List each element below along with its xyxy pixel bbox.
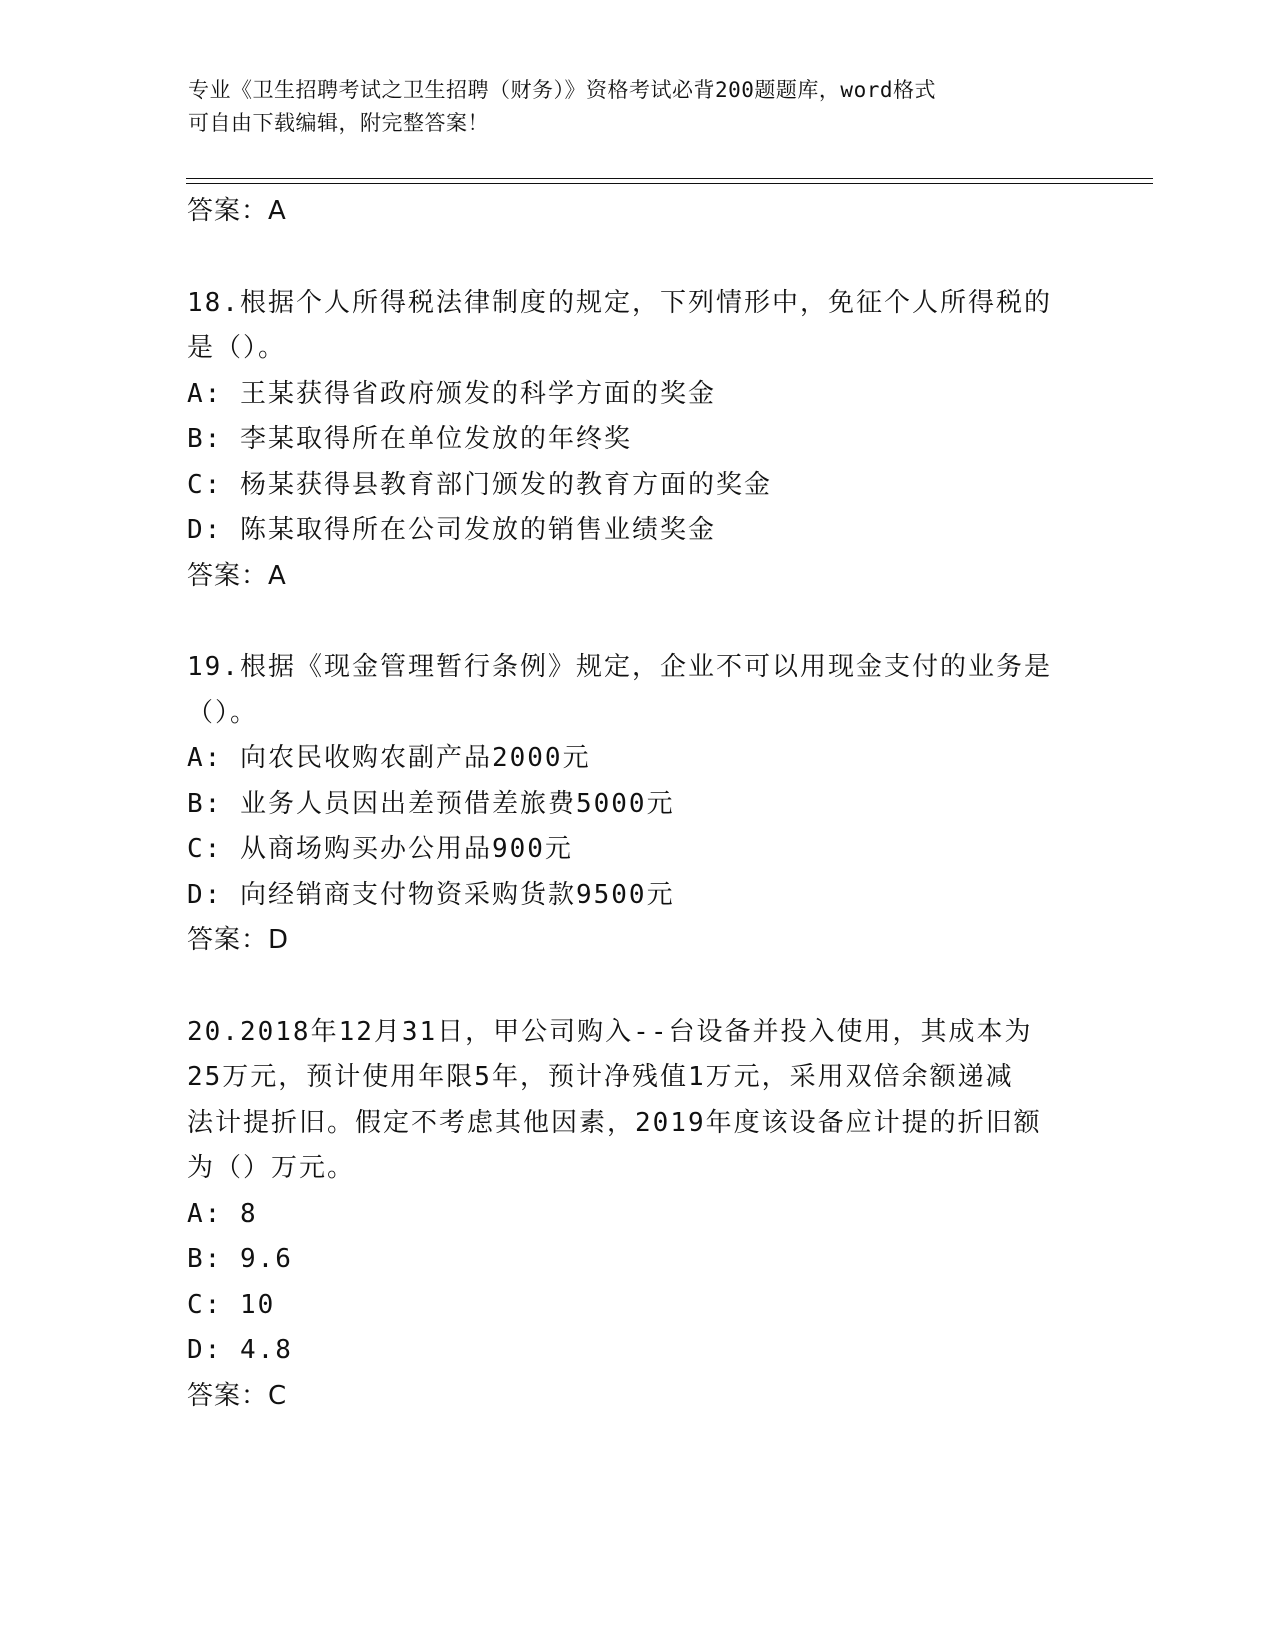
previous-answer: 答案：A — [187, 196, 287, 226]
option-d: D: 4.8 — [187, 1335, 293, 1365]
question-20 — [187, 1010, 1087, 1420]
question-stem: 19.根据《现金管理暂行条例》规定，企业不可以用现金支付的业务是 — [187, 652, 1052, 682]
question-stem: 法计提折旧。假定不考虑其他因素，2019年度该设备应计提的折旧额 — [187, 1107, 1042, 1138]
question-stem: 18.根据个人所得税法律制度的规定，下列情形中，免征个人所得税的 — [187, 287, 1052, 318]
header-rule-bottom — [186, 183, 1153, 184]
header-rule-top — [186, 178, 1153, 179]
option-d: D: 陈某取得所在公司发放的销售业绩奖金 — [187, 515, 716, 545]
question-stem: 是（）。 — [187, 333, 287, 363]
option-c: C: 从商场购买办公用品900元 — [187, 834, 573, 864]
question-stem: 20.2018年12月31日，甲公司购入--台设备并投入使用，其成本为 — [187, 1016, 1033, 1047]
option-b: B: 李某取得所在单位发放的年终奖 — [187, 424, 632, 454]
answer: 答案：D — [187, 925, 290, 955]
question-list — [187, 189, 1087, 1419]
option-a: A: 8 — [187, 1198, 258, 1229]
option-b: B: 9.6 — [187, 1244, 293, 1274]
option-a: A: 王某获得省政府颁发的科学方面的奖金 — [187, 378, 716, 409]
option-b: B: 业务人员因出差预借差旅费5000元 — [187, 788, 675, 819]
question-19 — [187, 645, 1087, 964]
answer: 答案：C — [187, 1380, 288, 1411]
answer: 答案：A — [187, 560, 287, 591]
question-stem: 为（）万元。 — [187, 1153, 356, 1183]
header-note — [188, 74, 1068, 140]
question-stem: 25万元，预计使用年限5年，预计净残值1万元，采用双倍余额递减 — [187, 1062, 1014, 1092]
option-d: D: 向经销商支付物资采购货款9500元 — [187, 879, 675, 910]
option-a: A: 向农民收购农副产品2000元 — [187, 743, 591, 773]
question-18 — [187, 281, 1087, 600]
option-c: C: 10 — [187, 1289, 276, 1320]
header-note-line-1: 专业《卫生招聘考试之卫生招聘（财务）》资格考试必背200题题库，word格式 — [188, 78, 936, 102]
question-stem: （）。 — [187, 697, 259, 728]
header-note-line-2: 可自由下载编辑，附完整答案！ — [188, 111, 489, 135]
option-c: C: 杨某获得县教育部门颁发的教育方面的奖金 — [187, 469, 772, 500]
